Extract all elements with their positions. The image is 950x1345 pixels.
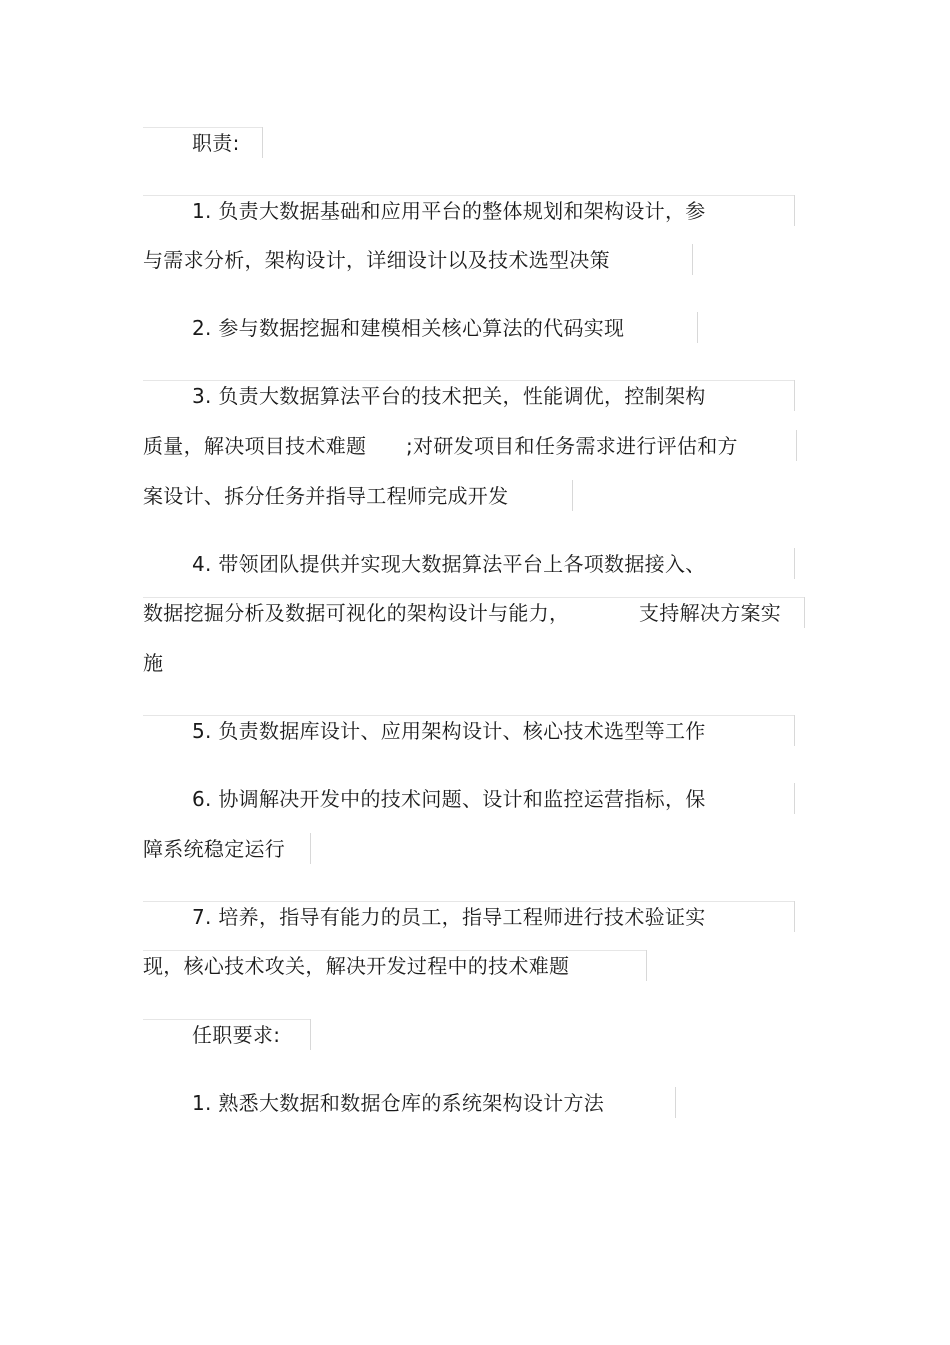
duty-line: 2. 参与数据挖掘和建模相关核心算法的代码实现 — [192, 316, 625, 340]
requirement-line: 1. 熟悉大数据和数据仓库的系统架构设计方法 — [192, 1091, 605, 1115]
rule — [262, 127, 263, 158]
rule — [572, 480, 573, 511]
rule — [794, 548, 795, 579]
duty-line: 与需求分析，架构设计，详细设计以及技术选型决策 — [143, 248, 610, 272]
rule — [794, 380, 795, 411]
rule — [794, 715, 795, 746]
rule — [804, 597, 805, 628]
requirements-heading: 任职要求: — [192, 1023, 281, 1047]
duty-line: 6. 协调解决开发中的技术问题、设计和监控运营指标，保 — [192, 787, 706, 811]
rule — [794, 901, 795, 932]
duty-line: 现，核心技术攻关，解决开发过程中的技术难题 — [143, 954, 570, 978]
duty-line: 5. 负责数据库设计、应用架构设计、核心技术选型等工作 — [192, 719, 706, 743]
duty-line: 4. 带领团队提供并实现大数据算法平台上各项数据接入、 — [192, 552, 706, 576]
duty-line: 1. 负责大数据基础和应用平台的整体规划和架构设计，参 — [192, 199, 706, 223]
duty-line: 案设计、拆分任务并指导工程师完成开发 — [143, 484, 509, 508]
duty-line: 障系统稳定运行 — [143, 837, 286, 861]
rule — [796, 430, 797, 461]
rule — [646, 950, 647, 981]
duty-line: 7. 培养，指导有能力的员工，指导工程师进行技术验证实 — [192, 905, 706, 929]
rule — [310, 833, 311, 864]
duty-line: 施 — [143, 651, 164, 675]
duties-heading: 职责: — [192, 131, 240, 155]
rule — [794, 783, 795, 814]
duty-line: 数据挖掘分析及数据可视化的架构设计与能力， — [143, 601, 570, 625]
rule — [310, 1019, 311, 1050]
duty-line: 3. 负责大数据算法平台的技术把关，性能调优，控制架构 — [192, 384, 706, 408]
rule — [675, 1087, 676, 1118]
duty-line: 质量，解决项目技术难题 — [143, 434, 367, 458]
duty-line: 支持解决方案实 — [639, 601, 782, 625]
rule — [794, 195, 795, 226]
rule — [692, 244, 693, 275]
duty-line: ;对研发项目和任务需求进行评估和方 — [406, 434, 738, 458]
rule — [697, 312, 698, 343]
